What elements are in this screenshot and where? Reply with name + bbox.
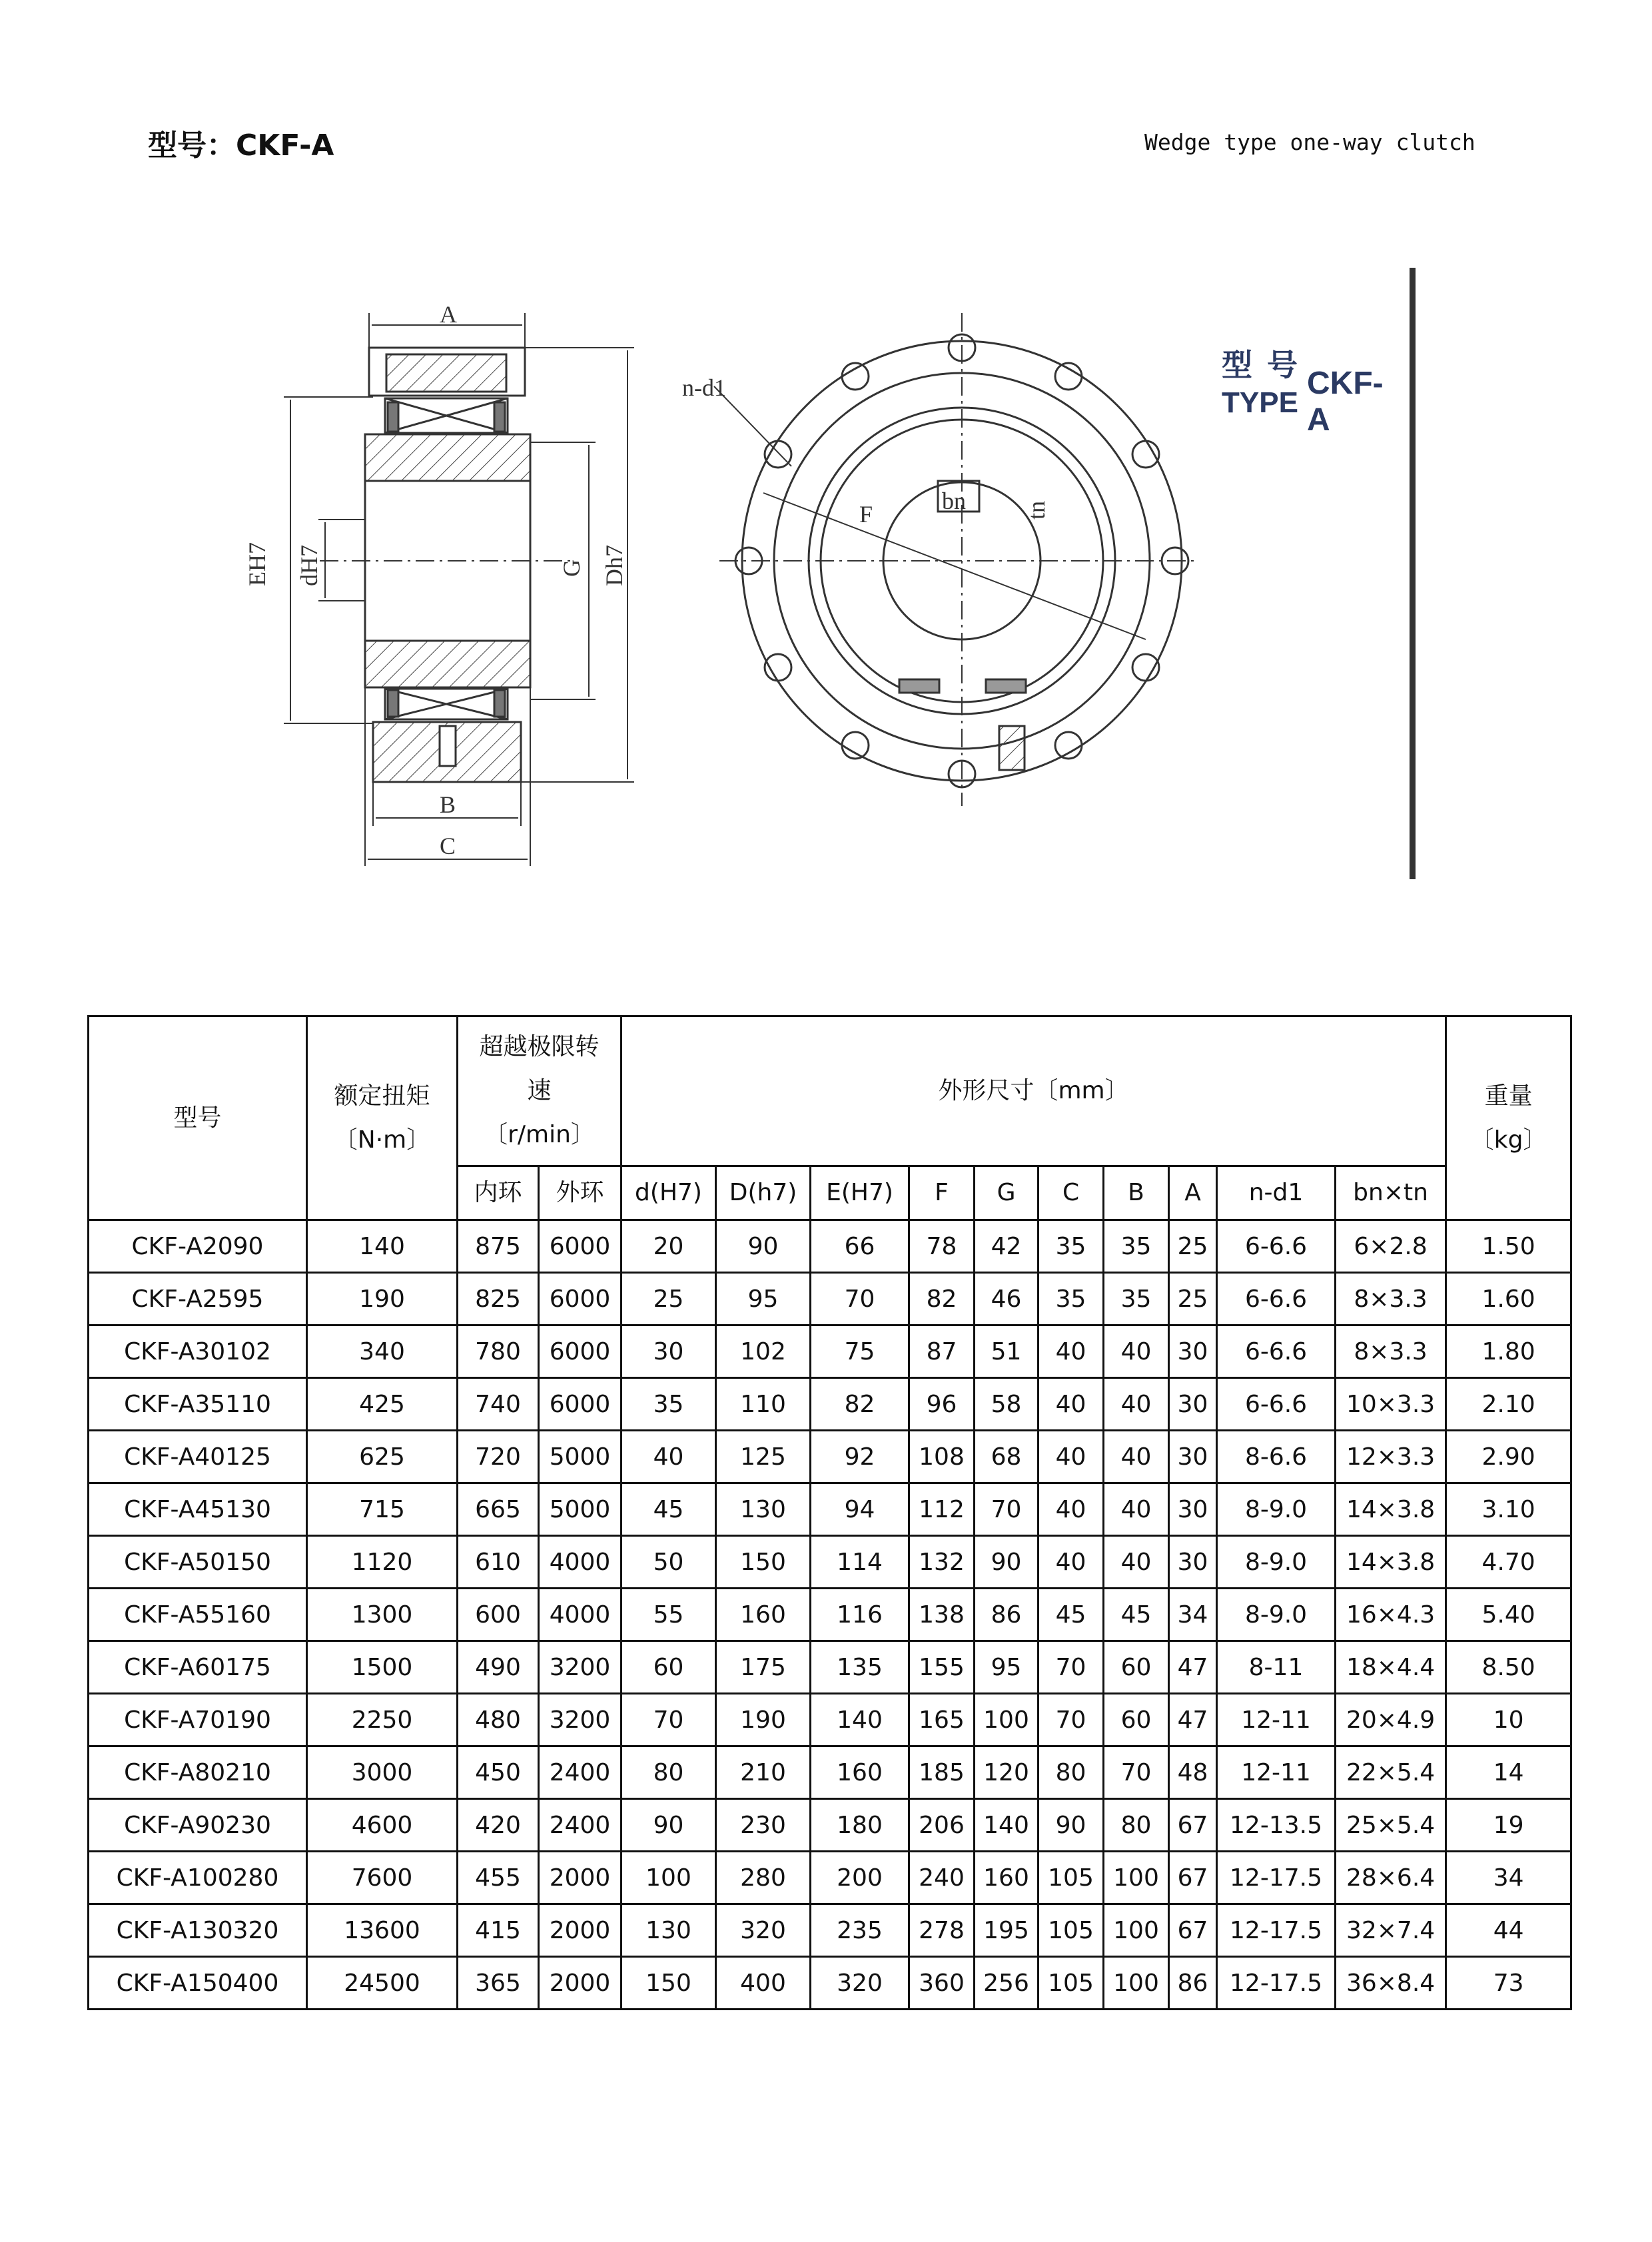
table-cell: 20×4.9 (1336, 1694, 1446, 1746)
side-section-view (284, 313, 634, 866)
table-cell: 25×5.4 (1336, 1799, 1446, 1852)
label-dh7-large: Dh7 (601, 545, 627, 586)
header-D: D(h7) (716, 1166, 811, 1220)
table-cell: 35 (1104, 1273, 1169, 1325)
table-cell: 490 (458, 1641, 539, 1694)
label-nd1: n-d1 (682, 374, 726, 401)
table-cell: 82 (811, 1378, 909, 1431)
table-cell: 740 (458, 1378, 539, 1431)
header-torque-line1: 额定扭矩 (334, 1082, 430, 1110)
table-cell: 30 (621, 1325, 716, 1378)
table-cell: 8.50 (1446, 1641, 1571, 1694)
table-cell: 1300 (307, 1589, 458, 1641)
table-cell: 45 (1038, 1589, 1104, 1641)
table-cell: 67 (1169, 1904, 1217, 1957)
table-cell: 3200 (539, 1641, 621, 1694)
table-cell: 34 (1446, 1852, 1571, 1904)
table-cell: 12-11 (1217, 1746, 1336, 1799)
table-cell: 10×3.3 (1336, 1378, 1446, 1431)
table-cell: 5.40 (1446, 1589, 1571, 1641)
table-cell: 70 (1038, 1694, 1104, 1746)
table-cell: 12-17.5 (1217, 1852, 1336, 1904)
table-cell: 210 (716, 1746, 811, 1799)
table-row (89, 1746, 1571, 1799)
table-cell: 70 (811, 1273, 909, 1325)
table-cell: 130 (716, 1483, 811, 1536)
table-cell: 420 (458, 1799, 539, 1852)
table-cell: 4000 (539, 1589, 621, 1641)
table-cell: 86 (1169, 1957, 1217, 2010)
table-cell: 6-6.6 (1217, 1378, 1336, 1431)
table-cell: 185 (909, 1746, 975, 1799)
table-cell: 8-9.0 (1217, 1536, 1336, 1589)
table-cell: 80 (1038, 1746, 1104, 1799)
table-cell: 450 (458, 1746, 539, 1799)
table-cell: 235 (811, 1904, 909, 1957)
table-cell: 34 (1169, 1589, 1217, 1641)
table-cell: 22×5.4 (1336, 1746, 1446, 1799)
table-cell: 66 (811, 1220, 909, 1273)
table-cell: 30 (1169, 1483, 1217, 1536)
table-cell: 2000 (539, 1957, 621, 2010)
table-cell: 110 (716, 1378, 811, 1431)
header-model: 型号 (89, 1016, 307, 1220)
table-cell: 256 (975, 1957, 1038, 2010)
table-cell: CKF-A50150 (89, 1536, 307, 1589)
table-cell: 6000 (539, 1273, 621, 1325)
label-eh7: EH7 (244, 542, 270, 586)
table-cell: 30 (1169, 1325, 1217, 1378)
header-E: E(H7) (811, 1166, 909, 1220)
table-cell: 40 (1104, 1536, 1169, 1589)
table-cell: 40 (621, 1431, 716, 1483)
header-B: B (1104, 1166, 1169, 1220)
table-cell: 665 (458, 1483, 539, 1536)
header-weight-line2: 〔kg〕 (1469, 1126, 1547, 1154)
table-cell: 24500 (307, 1957, 458, 2010)
table-row (89, 1431, 1571, 1483)
table-cell: 780 (458, 1325, 539, 1378)
table-cell: 7600 (307, 1852, 458, 1904)
table-cell: 73 (1446, 1957, 1571, 2010)
table-cell: 4600 (307, 1799, 458, 1852)
header-speed-line1: 超越极限转 (479, 1033, 600, 1060)
table-cell: 12-17.5 (1217, 1904, 1336, 1957)
label-b: B (440, 791, 456, 818)
table-cell: 415 (458, 1904, 539, 1957)
table-cell: 90 (975, 1536, 1038, 1589)
table-cell: CKF-A80210 (89, 1746, 307, 1799)
table-cell: 132 (909, 1536, 975, 1589)
table-cell: 70 (1038, 1641, 1104, 1694)
header-d: d(H7) (621, 1166, 716, 1220)
type-block-en: TYPE (1222, 386, 1298, 419)
table-cell: CKF-A70190 (89, 1694, 307, 1746)
table-cell: 70 (1104, 1746, 1169, 1799)
table-cell: 5000 (539, 1483, 621, 1536)
table-cell: CKF-A35110 (89, 1378, 307, 1431)
table-cell: 47 (1169, 1641, 1217, 1694)
table-cell: 3000 (307, 1746, 458, 1799)
table-cell: 190 (307, 1273, 458, 1325)
table-cell: 40 (1104, 1325, 1169, 1378)
table-cell: 67 (1169, 1799, 1217, 1852)
header-inner: 内环 (458, 1166, 539, 1220)
table-cell: 19 (1446, 1799, 1571, 1852)
table-cell: 45 (621, 1483, 716, 1536)
header-speed-line2: 速 (527, 1077, 552, 1104)
table-cell: 95 (716, 1273, 811, 1325)
table-cell: 6000 (539, 1325, 621, 1378)
table-cell: 102 (716, 1325, 811, 1378)
table-cell: 130 (621, 1904, 716, 1957)
table-cell: 12-13.5 (1217, 1799, 1336, 1852)
table-cell: 206 (909, 1799, 975, 1852)
table-cell: 455 (458, 1852, 539, 1904)
table-cell: 1.80 (1446, 1325, 1571, 1378)
table-cell: 48 (1169, 1746, 1217, 1799)
table-cell: 30 (1169, 1536, 1217, 1589)
table-cell: 55 (621, 1589, 716, 1641)
header-outer: 外环 (539, 1166, 621, 1220)
header-dims: 外形尺寸〔mm〕 (621, 1016, 1446, 1166)
header-C: C (1038, 1166, 1104, 1220)
table-cell: 138 (909, 1589, 975, 1641)
table-cell: 95 (975, 1641, 1038, 1694)
table-cell: 67 (1169, 1852, 1217, 1904)
table-cell: 80 (621, 1746, 716, 1799)
table-row (89, 1378, 1571, 1431)
spec-table (87, 1015, 1572, 2010)
type-block (1222, 341, 1384, 438)
table-cell: 100 (621, 1852, 716, 1904)
table-cell: 86 (975, 1589, 1038, 1641)
header-A: A (1169, 1166, 1217, 1220)
table-cell: 40 (1104, 1378, 1169, 1431)
table-cell: 90 (716, 1220, 811, 1273)
table-cell: 75 (811, 1325, 909, 1378)
table-cell: 80 (1104, 1799, 1169, 1852)
label-bn: bn (942, 488, 966, 514)
table-cell: CKF-A60175 (89, 1641, 307, 1694)
label-dh7-small: dH7 (296, 545, 322, 586)
technical-drawing (0, 0, 1652, 933)
table-cell: 6-6.6 (1217, 1325, 1336, 1378)
table-cell: 40 (1038, 1536, 1104, 1589)
table-cell: 600 (458, 1589, 539, 1641)
header-F: F (909, 1166, 975, 1220)
table-cell: 90 (621, 1799, 716, 1852)
table-row (89, 1694, 1571, 1746)
table-cell: CKF-A40125 (89, 1431, 307, 1483)
table-cell: 40 (1038, 1431, 1104, 1483)
table-cell: 2400 (539, 1746, 621, 1799)
table-cell: 240 (909, 1852, 975, 1904)
table-cell: 190 (716, 1694, 811, 1746)
table-cell: 480 (458, 1694, 539, 1746)
header-speed (458, 1016, 621, 1166)
table-cell: 875 (458, 1220, 539, 1273)
table-cell: 2000 (539, 1852, 621, 1904)
table-cell: 3200 (539, 1694, 621, 1746)
table-cell: 42 (975, 1220, 1038, 1273)
table-cell: 825 (458, 1273, 539, 1325)
table-cell: 114 (811, 1536, 909, 1589)
table-cell: 5000 (539, 1431, 621, 1483)
table-cell: 96 (909, 1378, 975, 1431)
table-cell: 1.60 (1446, 1273, 1571, 1325)
table-cell: 35 (1038, 1273, 1104, 1325)
table-cell: 175 (716, 1641, 811, 1694)
table-row (89, 1799, 1571, 1852)
table-cell: 40 (1104, 1483, 1169, 1536)
table-cell: 180 (811, 1799, 909, 1852)
table-cell: 100 (975, 1694, 1038, 1746)
table-cell: 6-6.6 (1217, 1273, 1336, 1325)
table-cell: 100 (1104, 1904, 1169, 1957)
table-cell: 82 (909, 1273, 975, 1325)
table-cell: 100 (1104, 1852, 1169, 1904)
table-cell: 25 (1169, 1273, 1217, 1325)
table-cell: 94 (811, 1483, 909, 1536)
model-title: 型号：CKF-A (148, 129, 334, 163)
type-block-zh: 型号 (1222, 348, 1312, 382)
label-a: A (440, 301, 457, 328)
table-cell: 1120 (307, 1536, 458, 1589)
table-cell: 120 (975, 1746, 1038, 1799)
table-cell: 160 (716, 1589, 811, 1641)
table-cell: 8-9.0 (1217, 1589, 1336, 1641)
table-cell: 320 (716, 1904, 811, 1957)
table-cell: CKF-A150400 (89, 1957, 307, 2010)
table-cell: 195 (975, 1904, 1038, 1957)
table-cell: 58 (975, 1378, 1038, 1431)
table-cell: CKF-A100280 (89, 1852, 307, 1904)
table-cell: 40 (1038, 1325, 1104, 1378)
table-cell: 78 (909, 1220, 975, 1273)
table-cell: 8-6.6 (1217, 1431, 1336, 1483)
table-cell: 720 (458, 1431, 539, 1483)
label-c: C (440, 833, 456, 859)
table-cell: 13600 (307, 1904, 458, 1957)
table-row (89, 1325, 1571, 1378)
table-cell: 32×7.4 (1336, 1904, 1446, 1957)
table-cell: 2.90 (1446, 1431, 1571, 1483)
table-cell: 8×3.3 (1336, 1273, 1446, 1325)
table-cell: 135 (811, 1641, 909, 1694)
table-cell: 105 (1038, 1957, 1104, 2010)
table-cell: 50 (621, 1536, 716, 1589)
table-cell: 40 (1104, 1431, 1169, 1483)
table-cell: CKF-A45130 (89, 1483, 307, 1536)
table-cell: 60 (1104, 1694, 1169, 1746)
table-cell: 125 (716, 1431, 811, 1483)
table-cell: 140 (811, 1694, 909, 1746)
table-cell: CKF-A30102 (89, 1325, 307, 1378)
table-cell: 40 (1038, 1483, 1104, 1536)
table-cell: 155 (909, 1641, 975, 1694)
table-cell: 35 (621, 1378, 716, 1431)
table-row (89, 1641, 1571, 1694)
table-cell: 35 (1038, 1220, 1104, 1273)
table-cell: 25 (1169, 1220, 1217, 1273)
header-weight (1446, 1016, 1571, 1220)
table-row (89, 1483, 1571, 1536)
table-cell: 625 (307, 1431, 458, 1483)
table-cell: 12×3.3 (1336, 1431, 1446, 1483)
table-cell: 20 (621, 1220, 716, 1273)
table-cell: 112 (909, 1483, 975, 1536)
table-cell: 116 (811, 1589, 909, 1641)
table-cell: 8-11 (1217, 1641, 1336, 1694)
table-cell: 105 (1038, 1904, 1104, 1957)
table-cell: 278 (909, 1904, 975, 1957)
type-block-model: CKF-A (1307, 366, 1384, 438)
table-cell: 280 (716, 1852, 811, 1904)
table-cell: 4000 (539, 1536, 621, 1589)
table-cell: 47 (1169, 1694, 1217, 1746)
table-cell: 160 (975, 1852, 1038, 1904)
table-cell: 18×4.4 (1336, 1641, 1446, 1694)
table-cell: 400 (716, 1957, 811, 2010)
table-cell: 2.10 (1446, 1378, 1571, 1431)
header-weight-line1: 重量 (1484, 1082, 1533, 1110)
table-cell: CKF-A55160 (89, 1589, 307, 1641)
table-cell: 1500 (307, 1641, 458, 1694)
table-row (89, 1852, 1571, 1904)
table-cell: 68 (975, 1431, 1038, 1483)
table-cell: 6×2.8 (1336, 1220, 1446, 1273)
table-cell: 340 (307, 1325, 458, 1378)
table-cell: 92 (811, 1431, 909, 1483)
table-row (89, 1273, 1571, 1325)
table-cell: 140 (307, 1220, 458, 1273)
table-cell: 2250 (307, 1694, 458, 1746)
table-cell: 140 (975, 1799, 1038, 1852)
table-cell: 60 (1104, 1641, 1169, 1694)
table-cell: 8×3.3 (1336, 1325, 1446, 1378)
table-cell: 70 (621, 1694, 716, 1746)
table-cell: 14×3.8 (1336, 1483, 1446, 1536)
front-view (714, 313, 1199, 806)
table-cell: 1.50 (1446, 1220, 1571, 1273)
table-cell: 36×8.4 (1336, 1957, 1446, 2010)
table-cell: 105 (1038, 1852, 1104, 1904)
table-cell: 60 (621, 1641, 716, 1694)
table-cell: 45 (1104, 1589, 1169, 1641)
table-cell: 6-6.6 (1217, 1220, 1336, 1273)
table-cell: 44 (1446, 1904, 1571, 1957)
table-row (89, 1589, 1571, 1641)
table-cell: 35 (1104, 1220, 1169, 1273)
table-cell: 30 (1169, 1431, 1217, 1483)
table-cell: 360 (909, 1957, 975, 2010)
table-cell: 200 (811, 1852, 909, 1904)
table-cell: 320 (811, 1957, 909, 2010)
table-cell: 6000 (539, 1378, 621, 1431)
table-cell: 230 (716, 1799, 811, 1852)
table-cell: 2400 (539, 1799, 621, 1852)
table-cell: 165 (909, 1694, 975, 1746)
table-cell: 160 (811, 1746, 909, 1799)
table-cell: 70 (975, 1483, 1038, 1536)
table-cell: 610 (458, 1536, 539, 1589)
table-cell: CKF-A2595 (89, 1273, 307, 1325)
table-cell: 12-11 (1217, 1694, 1336, 1746)
spec-table-body (89, 1220, 1571, 2010)
table-row (89, 1904, 1571, 1957)
table-cell: 10 (1446, 1694, 1571, 1746)
header-bntn: bn×tn (1336, 1166, 1446, 1220)
table-cell: 28×6.4 (1336, 1852, 1446, 1904)
table-cell: 25 (621, 1273, 716, 1325)
table-cell: 108 (909, 1431, 975, 1483)
vertical-divider (1410, 268, 1416, 879)
table-cell: 40 (1038, 1378, 1104, 1431)
table-cell: CKF-A90230 (89, 1799, 307, 1852)
product-name: Wedge type one-way clutch (1144, 129, 1475, 155)
table-cell: 425 (307, 1378, 458, 1431)
table-cell: 87 (909, 1325, 975, 1378)
table-cell: 46 (975, 1273, 1038, 1325)
table-cell: 30 (1169, 1378, 1217, 1431)
header-speed-line3: 〔r/min〕 (484, 1121, 595, 1148)
table-cell: 14 (1446, 1746, 1571, 1799)
table-cell: 715 (307, 1483, 458, 1536)
header-torque-line2: 〔N·m〕 (333, 1126, 431, 1154)
table-cell: 16×4.3 (1336, 1589, 1446, 1641)
table-cell: 90 (1038, 1799, 1104, 1852)
table-cell: 3.10 (1446, 1483, 1571, 1536)
label-tn: tn (1023, 500, 1050, 520)
table-row (89, 1220, 1571, 1273)
table-row (89, 1957, 1571, 2010)
header-G: G (975, 1166, 1038, 1220)
table-row (89, 1536, 1571, 1589)
table-cell: 4.70 (1446, 1536, 1571, 1589)
table-cell: 8-9.0 (1217, 1483, 1336, 1536)
header-nd1: n-d1 (1217, 1166, 1336, 1220)
label-g: G (558, 560, 585, 577)
table-cell: 12-17.5 (1217, 1957, 1336, 2010)
table-cell: 150 (621, 1957, 716, 2010)
table-cell: 100 (1104, 1957, 1169, 2010)
table-cell: 2000 (539, 1904, 621, 1957)
table-cell: CKF-A2090 (89, 1220, 307, 1273)
table-cell: 365 (458, 1957, 539, 2010)
table-cell: 150 (716, 1536, 811, 1589)
table-cell: CKF-A130320 (89, 1904, 307, 1957)
label-f: F (859, 501, 873, 528)
table-cell: 6000 (539, 1220, 621, 1273)
table-cell: 14×3.8 (1336, 1536, 1446, 1589)
header-torque (307, 1016, 458, 1220)
table-cell: 51 (975, 1325, 1038, 1378)
